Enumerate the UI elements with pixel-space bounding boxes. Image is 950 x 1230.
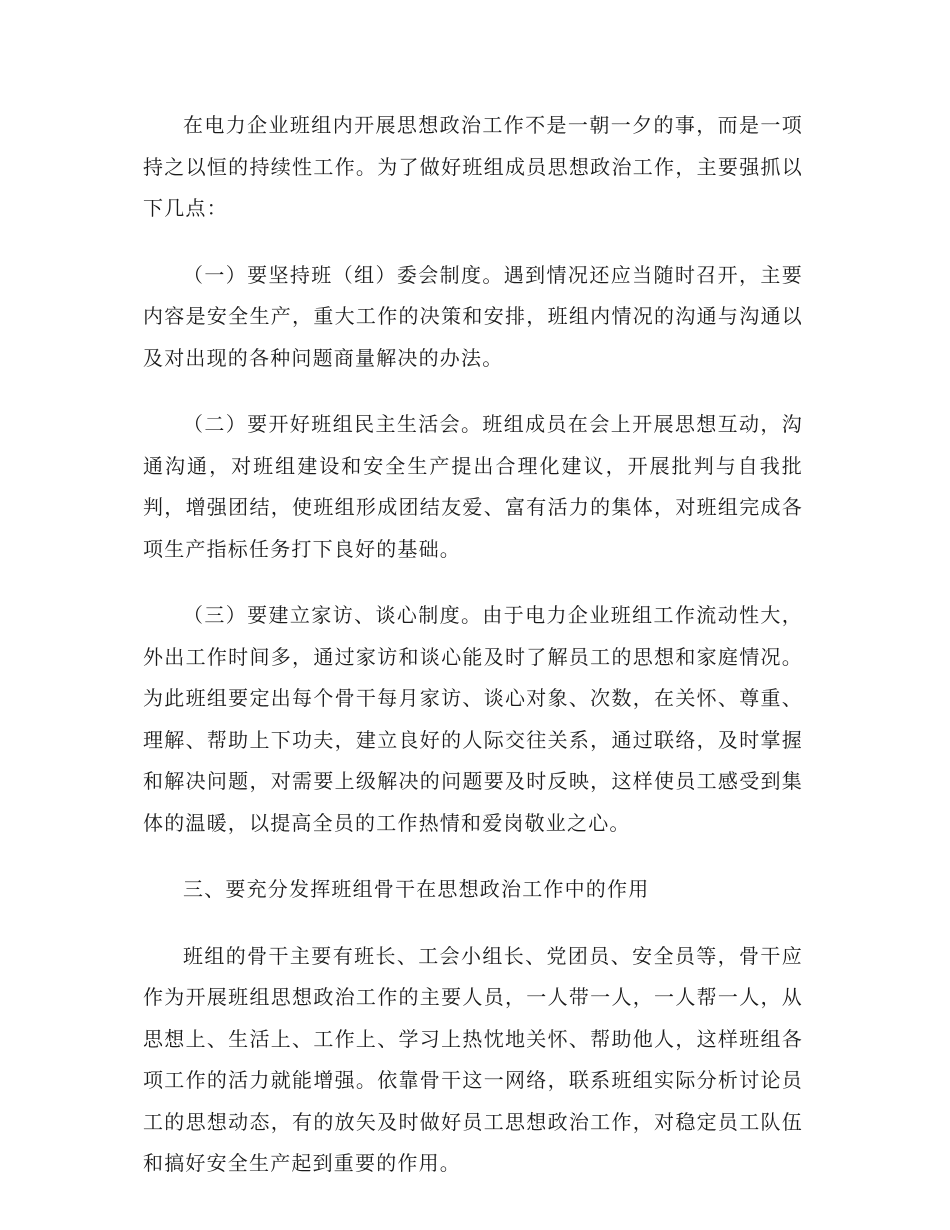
document-body [143, 105, 803, 1210]
paragraph-intro: 在电力企业班组内开展思想政治工作不是一朝一夕的事，而是一项持之以恒的持续性工作。为了做好班组成员思想政治工作，主要强抓以下几点： [143, 113, 803, 220]
paragraph-section-3-body: 班组的骨干主要有班长、工会小组长、党团员、安全员等，骨干应作为开展班组思想政治工作的主要人员，一人带一人，一人帮一人，从思想上、生活上、工作上、学习上热忱地关怀、帮助他人，这样班组各项工作的活力就能增强。依靠骨干这一网络，联系班组实际分析讨论员工的思想动态，有的放矢及时做好员工思想政治工作，对稳定员工队伍和搞好安全生产起到重要的作用。 [143, 943, 803, 1175]
paragraph-item-2: （二）要开好班组民主生活会。班组成员在会上开展思想互动，沟通沟通，对班组建设和安全生产提出合理化建议，开展批判与自我批判，增强团结，使班组形成团结友爱、富有活力的集体，对班组完成各项生产指标任务打下良好的基础。 [143, 412, 803, 561]
paragraph-item-1: （一）要坚持班（组）委会制度。遇到情况还应当随时召开，主要内容是安全生产，重大工作的决策和安排，班组内情况的沟通与沟通以及对出现的各种问题商量解决的办法。 [143, 262, 803, 370]
section-heading-3: 三、要充分发挥班组骨干在思想政治工作中的作用 [183, 877, 650, 901]
paragraph-item-3: （三）要建立家访、谈心制度。由于电力企业班组工作流动性大，外出工作时间多，通过家访和谈心能及时了解员工的思想和家庭情况。为此班组要定出每个骨干每月家访、谈心对象、次数，在关怀、尊重、理解、帮助上下功夫，建立良好的人际交往关系，通过联络，及时掌握和解决问题，对需要上级解决的问题要及时反映，这样使员工感受到集体的温暖，以提高全员的工作热情和爱岗敬业之心。 [143, 603, 803, 835]
